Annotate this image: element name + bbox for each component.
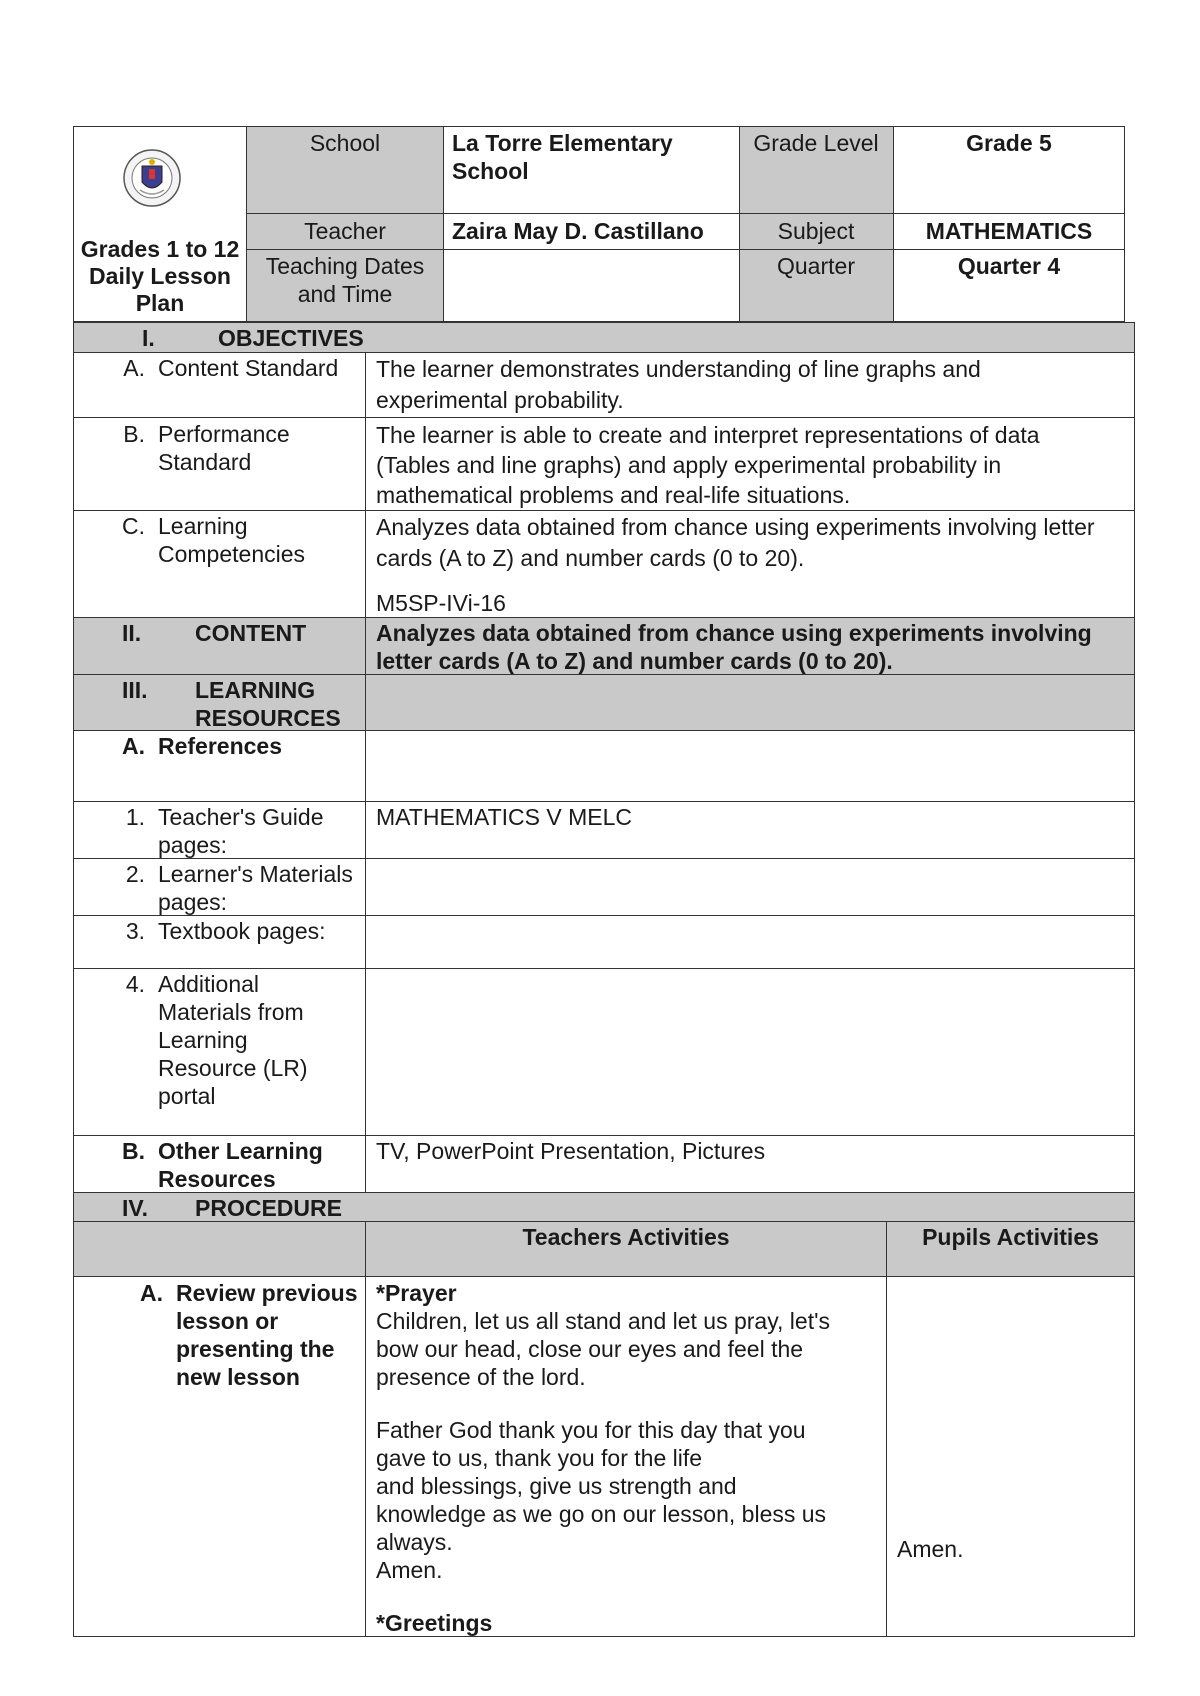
references-letter: A. [122, 733, 145, 759]
prayer-intro: Children, let us all stand and let us pray, let's bow our head, close our eyes and feel the presence of the lord. [376, 1308, 830, 1390]
subject-value: MATHEMATICS [925, 218, 1093, 244]
pupil-response: Amen. [897, 1536, 964, 1562]
resources-numeral: III. [122, 677, 148, 703]
prayer-line: Amen. [376, 1557, 443, 1583]
performance-standard-label: Performance Standard [158, 421, 290, 475]
teaching-dates-value [444, 250, 739, 254]
content-value: Analyzes data obtained from chance using experiments involving letter cards (A to Z) and number cards (0 to 20). [376, 620, 1092, 674]
resource-item-num: 3. [125, 918, 145, 944]
resource-item-num: 4. [125, 971, 145, 997]
teaching-dates-label: Teaching Dates and Time [265, 253, 425, 307]
grade-level-label: Grade Level [753, 130, 879, 156]
school-label: School [309, 130, 381, 156]
prayer-title: *Prayer [376, 1280, 457, 1306]
procedure-heading: PROCEDURE [195, 1195, 342, 1221]
other-resources-letter: B. [122, 1138, 145, 1164]
prayer-line: gave to us, thank you for the life [376, 1445, 703, 1471]
resource-item-num: 1. [125, 804, 145, 830]
greetings-title: *Greetings [376, 1610, 493, 1636]
resource-item-label: Textbook pages: [158, 918, 326, 944]
learning-competencies-letter: C. [122, 513, 145, 539]
procedure-numeral: IV. [122, 1195, 149, 1221]
prayer-line: Father God thank you for this day that you [376, 1417, 806, 1443]
pupils-activities-header: Pupils Activities [922, 1224, 1099, 1250]
learning-competencies-code: M5SP-IVi-16 [376, 590, 506, 616]
step-a-letter: A. [140, 1280, 163, 1306]
deped-seal-logo [122, 138, 182, 226]
lesson-plan-title: Grades 1 to 12 Daily Lesson Plan [80, 236, 240, 316]
quarter-label: Quarter [777, 253, 855, 279]
content-standard-letter: A. [123, 355, 145, 381]
objectives-numeral: I. [142, 325, 155, 351]
subject-label: Subject [777, 218, 855, 244]
resource-item-label: Additional Materials from Learning Resource (LR) portal [158, 971, 308, 1109]
prayer-line: and blessings, give us strength and [376, 1473, 737, 1499]
resource-item-label: Teacher's Guide pages: [158, 804, 324, 858]
resource-item-value: MATHEMATICS V MELC [376, 804, 632, 830]
resource-item-label: Learner's Materials pages: [158, 861, 353, 915]
learning-competencies-value: Analyzes data obtained from chance using experiments involving letter cards (A to Z) and number cards (0 to 20). [376, 514, 1095, 571]
prayer-line: knowledge as we go on our lesson, bless us [376, 1501, 827, 1527]
other-resources-value: TV, PowerPoint Presentation, Pictures [376, 1138, 766, 1164]
teacher-label: Teacher [304, 218, 386, 244]
performance-standard-value: The learner is able to create and interpret representations of data (Tables and line graphs) and apply experimental probability in mathematical problems and real-life situations. [376, 422, 1040, 508]
quarter-value: Quarter 4 [957, 253, 1061, 279]
teacher-value: Zaira May D. Castillano [452, 218, 704, 244]
content-standard-label: Content Standard [158, 355, 339, 381]
resource-item-num: 2. [125, 861, 145, 887]
learning-competencies-label: Learning Competencies [158, 513, 306, 567]
content-heading: CONTENT [195, 620, 307, 646]
content-numeral: II. [122, 620, 142, 646]
objectives-heading: OBJECTIVES [218, 325, 364, 351]
resources-heading: LEARNING RESOURCES [195, 677, 341, 731]
teachers-activities-header: Teachers Activities [522, 1224, 730, 1250]
grade-level-value: Grade 5 [966, 130, 1052, 156]
content-standard-value: The learner demonstrates understanding of line graphs and experimental probability. [376, 356, 981, 413]
other-resources-label: Other Learning Resources [158, 1138, 323, 1192]
step-a-label: Review previous lesson or presenting the new lesson [176, 1280, 358, 1390]
prayer-line: always. [376, 1529, 453, 1555]
performance-standard-letter: B. [123, 421, 145, 447]
references-label: References [158, 733, 283, 759]
school-value: La Torre Elementary School [452, 130, 673, 184]
